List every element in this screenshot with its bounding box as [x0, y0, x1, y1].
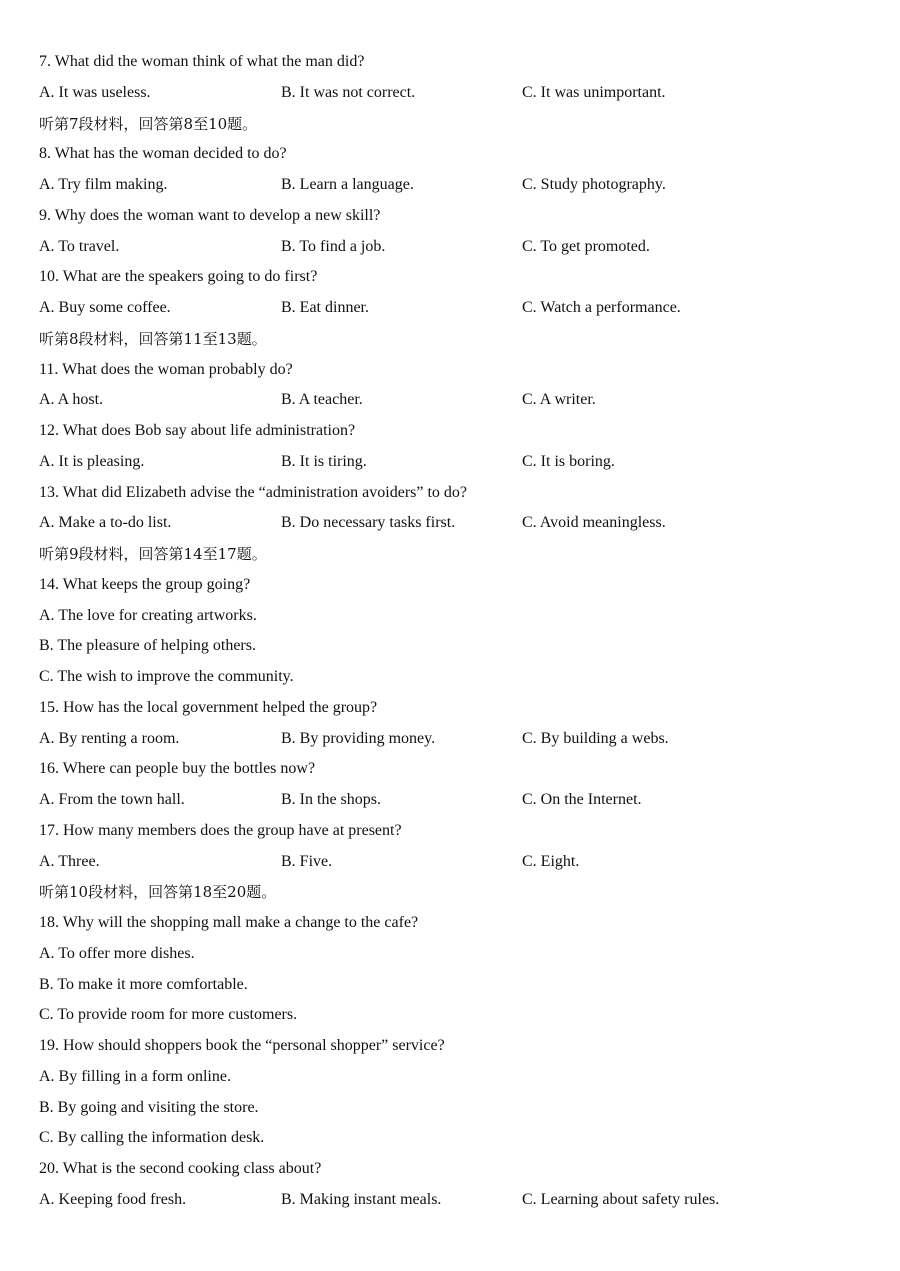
option-b: B. It is tiring. — [281, 452, 367, 470]
option-c: C. Study photography. — [522, 176, 666, 193]
question-text: C. The wish to improve the community. — [39, 668, 294, 685]
option-a: A. From the town hall. — [39, 791, 185, 808]
question-text: 15. How has the local government helped the group? — [39, 698, 378, 716]
question-text: 18. Why will the shopping mall make a change to the cafe? — [39, 914, 419, 931]
question-text: 16. Where can people buy the bottles now? — [39, 760, 316, 778]
option-c: C. Watch a performance. — [522, 299, 681, 316]
option-b: B. It was not correct. — [281, 83, 416, 101]
option-c: C. To get promoted. — [522, 237, 650, 255]
option-b: B. A teacher. — [281, 391, 363, 409]
option-b: B. By providing money. — [281, 729, 436, 747]
question-text: 14. What keeps the group going? — [39, 575, 251, 593]
question-text: A. By filling in a form online. — [39, 1067, 231, 1085]
question-text: 19. How should shoppers book the “personal shopper” service? — [39, 1037, 445, 1054]
question-text: A. The love for creating artworks. — [39, 606, 257, 624]
option-a: A. Try film making. — [39, 176, 168, 193]
option-c: C. A writer. — [522, 391, 596, 409]
option-c: C. It is boring. — [522, 452, 615, 470]
question-text: B. To make it more comfortable. — [39, 975, 248, 993]
option-b: B. Five. — [281, 852, 333, 870]
question-text: 12. What does Bob say about life administration? — [39, 422, 356, 439]
question-text: C. By calling the information desk. — [39, 1129, 265, 1147]
option-b: B. Learn a language. — [281, 176, 414, 193]
option-b: B. Eat dinner. — [281, 299, 369, 316]
question-text: 8. What has the woman decided to do? — [39, 145, 287, 163]
option-a: A. Three. — [39, 852, 100, 870]
question-text: 17. How many members does the group have at present? — [39, 821, 402, 839]
section-instruction: 听第7段材料，回答第8至10题。 — [39, 114, 258, 133]
question-text: 9. Why does the woman want to develop a new skill? — [39, 206, 381, 224]
question-text: B. The pleasure of helping others. — [39, 637, 256, 655]
option-a: A. Make a to-do list. — [39, 514, 172, 532]
option-a: A. Keeping food fresh. — [39, 1190, 187, 1208]
option-a: A. A host. — [39, 391, 104, 409]
section-instruction: 听第8段材料，回答第11至13题。 — [39, 329, 267, 348]
option-a: A. Buy some coffee. — [39, 299, 171, 316]
option-b: B. In the shops. — [281, 791, 381, 808]
option-a: A. It was useless. — [39, 83, 151, 101]
option-c: C. Avoid meaningless. — [522, 514, 666, 532]
option-c: C. On the Internet. — [522, 791, 642, 808]
question-text: 7. What did the woman think of what the man did? — [39, 53, 365, 70]
question-text: A. To offer more dishes. — [39, 944, 195, 962]
option-c: C. It was unimportant. — [522, 83, 666, 101]
section-instruction: 听第10段材料，回答第18至20题。 — [39, 883, 277, 902]
section-instruction: 听第9段材料，回答第14至17题。 — [39, 545, 267, 563]
option-a: A. To travel. — [39, 237, 120, 255]
question-text: 13. What did Elizabeth advise the “administration avoiders” to do? — [39, 483, 468, 501]
option-c: C. Learning about safety rules. — [522, 1190, 720, 1208]
option-b: B. Do necessary tasks first. — [281, 514, 456, 532]
question-text: 10. What are the speakers going to do first? — [39, 268, 318, 286]
option-c: C. Eight. — [522, 852, 580, 870]
question-text: 11. What does the woman probably do? — [39, 360, 293, 378]
option-a: A. By renting a room. — [39, 729, 180, 747]
option-b: B. Making instant meals. — [281, 1190, 442, 1208]
question-text: B. By going and visiting the store. — [39, 1098, 259, 1116]
option-b: B. To find a job. — [281, 237, 386, 255]
question-text: C. To provide room for more customers. — [39, 1006, 298, 1024]
option-a: A. It is pleasing. — [39, 452, 145, 470]
question-text: 20. What is the second cooking class about? — [39, 1160, 322, 1177]
option-c: C. By building a webs. — [522, 729, 669, 747]
